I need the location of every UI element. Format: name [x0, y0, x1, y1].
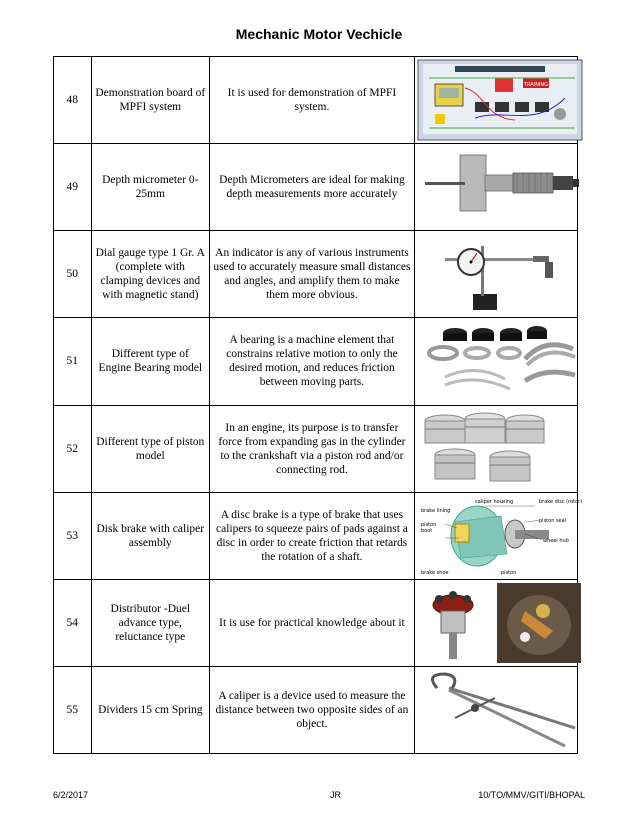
item-description: A disc brake is a type of brake that uses calipers to squeeze pairs of pads against a disc in order to create friction that retards the rotation of a shaft. — [210, 492, 415, 579]
item-description: Depth Micrometers are ideal for making depth measurements more accurately — [210, 144, 415, 231]
row-number: 53 — [54, 492, 92, 579]
row-number: 48 — [54, 57, 92, 144]
item-description: A caliper is a device used to measure the distance between two opposite sides of an object. — [210, 666, 415, 753]
label-wheel-hub: wheel hub — [542, 537, 569, 544]
table-row — [54, 579, 578, 666]
engine-bearings-image — [415, 319, 585, 403]
footer-initials: JR — [330, 790, 341, 800]
label-piston: piston — [420, 521, 437, 528]
row-number: 54 — [54, 579, 92, 666]
spring-dividers-image — [415, 668, 585, 752]
item-description: It is used for demonstration of MPFI system. — [210, 57, 415, 144]
item-image-cell — [414, 231, 577, 318]
label-brake-lining: brake lining — [420, 507, 451, 514]
item-name: Disk brake with caliper assembly — [91, 492, 210, 579]
label-caliper-housing: caliper housing — [474, 498, 514, 505]
table-row — [54, 144, 578, 231]
pistons-image — [415, 407, 585, 491]
item-name: Dividers 15 cm Spring — [91, 666, 210, 753]
disc-brake-diagram — [415, 494, 585, 578]
footer-date: 6/2/2017 — [53, 790, 89, 800]
item-description: In an engine, its purpose is to transfer force from expanding gas in the cylinder to the crankshaft via a piston rod and/or connecting rod. — [210, 405, 415, 492]
board-badge-text: TRAINING — [523, 82, 548, 89]
item-image-cell — [414, 579, 577, 666]
item-name: Dial gauge type 1 Gr. A (complete with clamping devices and with magnetic stand) — [91, 231, 210, 318]
table-row — [54, 405, 578, 492]
label-boot: boot — [420, 527, 433, 534]
item-description: It is use for practical knowledge about it — [210, 579, 415, 666]
equipment-table — [53, 56, 582, 754]
distributor-image — [415, 581, 585, 665]
label-piston-bottom: piston — [500, 569, 517, 576]
label-brake-disc: brake disc (rotor) — [538, 498, 582, 505]
item-image-cell — [414, 492, 582, 579]
item-description: A bearing is a machine element that constrains relative motion to only the desired motion, and reduces friction between moving parts. — [210, 318, 415, 405]
table-row — [54, 57, 578, 144]
item-name: Distributor -Duel advance type, reluctance type — [91, 579, 210, 666]
row-number: 55 — [54, 666, 92, 753]
table-row — [54, 492, 578, 579]
item-image-cell — [414, 57, 577, 144]
page-title: Mechanic Motor Vechicle — [235, 26, 403, 42]
item-image-cell — [414, 405, 577, 492]
label-brake-shoe: brake shoe — [420, 569, 449, 576]
item-name: Different type of Engine Bearing model — [91, 318, 210, 405]
row-number: 51 — [54, 318, 92, 405]
item-description: An indicator is any of various instruments used to accurately measure small distances and angles, and amplify them to make them more obvious. — [210, 231, 415, 318]
item-name: Demonstration board of MPFI system — [91, 57, 210, 144]
table-row — [54, 318, 578, 405]
dial-gauge-image — [415, 232, 585, 316]
item-name: Depth micrometer 0-25mm — [91, 144, 210, 231]
depth-micrometer-image — [415, 145, 585, 229]
item-name: Different type of piston model — [91, 405, 210, 492]
item-image-cell — [414, 666, 577, 753]
item-image-cell — [414, 318, 577, 405]
table-row — [54, 666, 578, 753]
row-number: 49 — [54, 144, 92, 231]
label-piston-seal: piston seal — [538, 517, 566, 524]
footer-code: 10/TO/MMV/GITI/BHOPAL — [478, 790, 585, 800]
item-image-cell — [414, 144, 577, 231]
mpfi-board-image — [415, 58, 585, 142]
table-row — [54, 231, 578, 318]
row-number: 52 — [54, 405, 92, 492]
row-number: 50 — [54, 231, 92, 318]
